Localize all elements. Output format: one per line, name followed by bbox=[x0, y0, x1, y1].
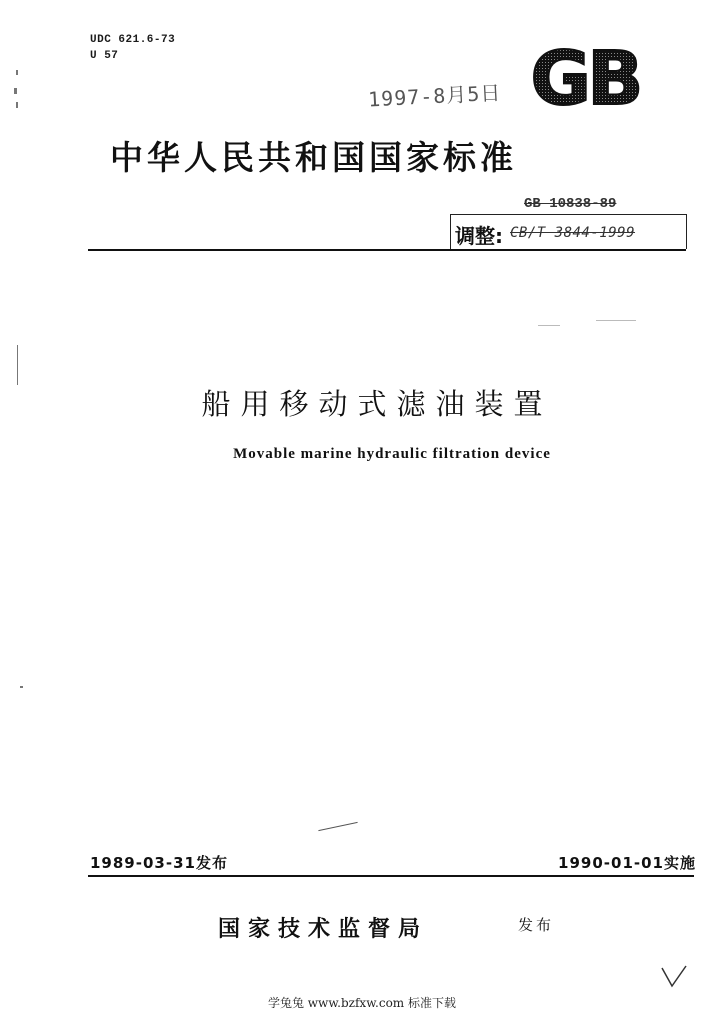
scan-speck bbox=[14, 88, 17, 94]
scan-speck bbox=[16, 70, 18, 75]
scan-speck bbox=[318, 822, 357, 831]
adjustment-label: 调整: bbox=[455, 224, 503, 248]
header-divider bbox=[88, 249, 686, 251]
scan-speck bbox=[596, 320, 636, 321]
scan-speck bbox=[538, 325, 560, 326]
issue-label: 发布 bbox=[518, 916, 555, 934]
u-code: U 57 bbox=[90, 50, 119, 62]
scan-speck bbox=[20, 686, 23, 688]
national-standard-title: 中华人民共和国国家标准 bbox=[110, 138, 517, 177]
watermark-footer: 学兔兔 www.bzfxw.com 标准下载 bbox=[267, 996, 457, 1010]
scan-speck bbox=[16, 102, 18, 108]
document-title-english: Movable marine hydraulic filtration device bbox=[233, 446, 551, 462]
svg-text:GB: GB bbox=[530, 38, 640, 114]
scan-speck bbox=[17, 345, 18, 385]
footer-divider bbox=[88, 875, 694, 877]
received-date-stamp: 1997-8月5日 bbox=[367, 80, 502, 112]
udc-code: UDC 621.6-73 bbox=[90, 34, 176, 46]
document-title-chinese: 船用移动式滤油装置 bbox=[201, 387, 553, 421]
original-standard-number: GB 10838-89 bbox=[524, 196, 617, 212]
gb-logo-icon bbox=[512, 38, 658, 114]
issuing-authority: 国家技术监督局 bbox=[218, 917, 429, 942]
classification-codes bbox=[90, 32, 175, 64]
check-mark-icon bbox=[660, 964, 688, 990]
adjusted-standard-number: CB/T 3844-1999 bbox=[510, 225, 636, 241]
publish-date: 1989-03-31发布 bbox=[90, 854, 228, 872]
effective-date: 1990-01-01实施 bbox=[558, 854, 696, 872]
